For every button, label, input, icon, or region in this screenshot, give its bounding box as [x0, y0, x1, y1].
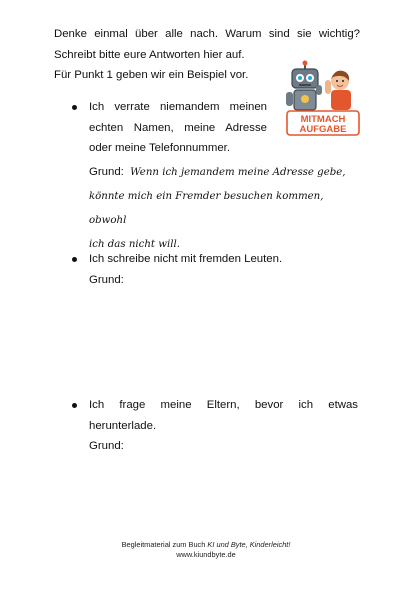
intro-line-1: Denke einmal über alle nach. Warum sind sie wichtig? [54, 28, 360, 40]
item-1-example-line-3: ich das nicht will. [89, 238, 180, 250]
item-3-grund-label: Grund: [89, 440, 124, 452]
item-2-line-1: Ich schreibe nicht mit fremden Leuten. [89, 253, 283, 265]
badge-line-1: MITMACH [300, 114, 346, 125]
intro-line-2: Schreibt bitte eure Antworten hier auf. [54, 48, 245, 61]
badge-line-2: AUFGABE [299, 124, 347, 135]
bullet-icon [72, 403, 77, 408]
bullet-icon [72, 105, 77, 110]
footer-book-title: KI und Byte, Kinderleicht! [207, 540, 291, 549]
page-footer [0, 540, 412, 560]
item-1-line-3: oder meine Telefonnummer. [89, 142, 230, 154]
item-1-line-1: Ich verrate niemandem meinen [89, 101, 267, 113]
item-3-line-1: Ich frage meine Eltern, bevor ich etwas [89, 399, 358, 411]
item-2-grund-label: Grund: [89, 273, 124, 286]
footer-prefix: Begleitmaterial zum Buch [121, 540, 208, 549]
list-item-2 [89, 249, 358, 290]
item-3-line-2: herunterlade. [89, 419, 157, 432]
list-item-3 [89, 395, 358, 457]
bullet-icon [72, 257, 77, 262]
item-1-example-line-2: könnte mich ein Fremder besuchen kommen, obwohl [89, 190, 324, 226]
item-1-line-2: echten Namen, meine Adresse [89, 121, 267, 134]
item-1-grund-label: Grund: [89, 165, 124, 178]
item-1-example-line-1: Wenn ich jemandem meine Adresse gebe, [130, 166, 346, 178]
intro-line-3: Für Punkt 1 geben wir ein Beispiel vor. [54, 69, 249, 81]
footer-url: www.kiundbyte.de [176, 550, 236, 559]
list-item-1 [89, 97, 358, 257]
